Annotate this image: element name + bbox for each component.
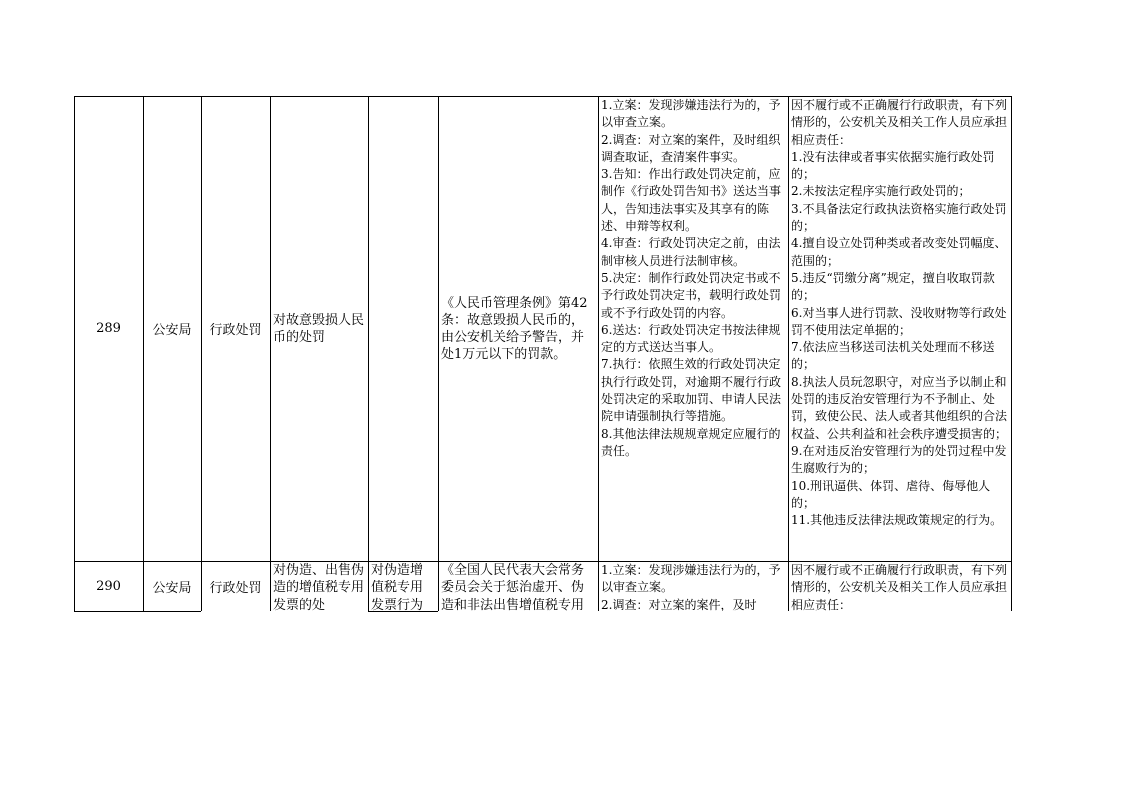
grid-line-right (1011, 96, 1012, 611)
row-290-duties (788, 561, 1011, 611)
step-item: 6.送达：行政处罚决定书按法律规定的方式送达当事人。 (601, 322, 781, 355)
row-289-steps (598, 96, 788, 561)
grid-line-bottom-partial (368, 611, 438, 612)
duty-item: 3.不具备法定行政执法资格实施行政处罚的； (791, 201, 1007, 234)
duty-item: 9.在对违反治安管理行为的处罚过程中发生腐败行为的； (791, 443, 1007, 476)
step-item: 1.立案：发现涉嫌违法行为的，予以审查立案。 (601, 98, 781, 130)
duty-item: 5.违反“罚缴分离”规定，擅自收取罚款的； (791, 270, 995, 303)
duty-item: 2.未按法定程序实施行政处罚的； (791, 184, 971, 199)
grid-line-col (368, 96, 369, 611)
item-text: 对伪造、出售伪造的增值税专用发票的处 (273, 563, 365, 611)
row-290-item (270, 561, 368, 611)
step-item: 2.调查：对立案的案件，及时 (601, 597, 757, 611)
row-290-basis (438, 561, 598, 611)
step-item: 4.审查：行政处罚决定之前，由法制审核人员进行法制审核。 (601, 236, 781, 268)
basis-text: 《人民币管理条例》第42条：故意毁损人民币的，由公安机关给予警告，并处1万元以下的罚款。 (441, 295, 588, 362)
row-290-seq (74, 561, 143, 611)
grid-line-col (598, 96, 599, 611)
step-item: 2.调查：对立案的案件，及时组织调查取证，查清案件事实。 (601, 132, 781, 164)
grid-line-col (438, 96, 439, 611)
dept-text: 公安局 (152, 323, 192, 338)
step-item: 3.告知：作出行政处罚决定前，应制作《行政处罚告知书》送达当事人，告知违法事实及其享有的陈述、申辩等权利。 (601, 167, 782, 234)
duty-intro: 因不履行或不正确履行行政职责，有下列情形的，公安机关及相关工作人员应承担相应责任： (791, 563, 1008, 611)
duty-item: 1.没有法律或者事实依据实施行政处罚的； (791, 149, 995, 182)
item-text: 对故意毁损人民币的处罚 (273, 312, 365, 345)
grid-line-top (74, 96, 1012, 97)
seq-text: 289 (96, 321, 121, 336)
row-289-item (270, 96, 368, 561)
duty-item: 11.其他违反法律法规政策规定的行为。 (791, 513, 1003, 528)
row-290-dept (143, 561, 201, 611)
grid-line-col (788, 96, 789, 611)
basis-text: 《全国人民代表大会常务委员会关于惩治虚开、伪造和非法出售增值税专用 (441, 563, 585, 611)
subitem-text: 对伪造增值税专用发票行为 (371, 563, 424, 611)
grid-line-left (74, 96, 75, 611)
row-289-dept (143, 96, 201, 561)
row-290-type (201, 561, 270, 611)
grid-line-col (270, 96, 271, 611)
dept-text: 公安局 (152, 580, 192, 596)
seq-text: 290 (96, 578, 121, 594)
row-289-subitem (368, 96, 438, 561)
grid-line-col (201, 96, 202, 611)
step-item: 7.执行：依照生效的行政处罚决定执行行政处罚，对逾期不履行行政处罚决定的采取加罚、申请人民法院申请强制执行等措施。 (601, 357, 782, 424)
duty-item: 7.依法应当移送司法机关处理而不移送的； (791, 340, 995, 372)
row-289-duties (788, 96, 1011, 561)
duty-item: 8.执法人员玩忽职守，对应当予以制止和处罚的违反治安管理行为不予制止、处罚，致使公民、法人或者其他组织的合法权益、公共利益和社会秩序遭受损害的； (791, 374, 1008, 441)
duty-item: 6.对当事人进行罚款、没收财物等行政处罚不使用法定单据的； (791, 305, 1007, 337)
type-text: 行政处罚 (209, 580, 262, 596)
duty-item: 4.擅自设立处罚种类或者改变处罚幅度、范围的； (791, 236, 1007, 268)
row-289-type (201, 96, 270, 561)
duty-intro: 因不履行或不正确履行行政职责，有下列情形的，公安机关及相关工作人员应承担相应责任： (791, 98, 1008, 147)
type-text: 行政处罚 (209, 323, 262, 338)
step-item: 1.立案：发现涉嫌违法行为的，予以审查立案。 (601, 563, 781, 595)
row-289-basis (438, 96, 598, 561)
step-item: 5.决定：制作行政处罚决定书或不予行政处罚决定书，载明行政处罚或不予行政处罚的内容。 (601, 270, 782, 320)
duty-item: 10.刑讯逼供、体罚、虐待、侮辱他人的； (791, 478, 991, 510)
row-290-subitem (368, 561, 438, 611)
grid-line-row-divider (74, 561, 1012, 562)
row-290-steps (598, 561, 788, 611)
grid-line-col (143, 96, 144, 611)
step-item: 8.其他法律法规规章规定应履行的责任。 (601, 426, 781, 458)
grid-line-bottom-partial (74, 611, 201, 612)
row-289-seq (74, 96, 143, 561)
